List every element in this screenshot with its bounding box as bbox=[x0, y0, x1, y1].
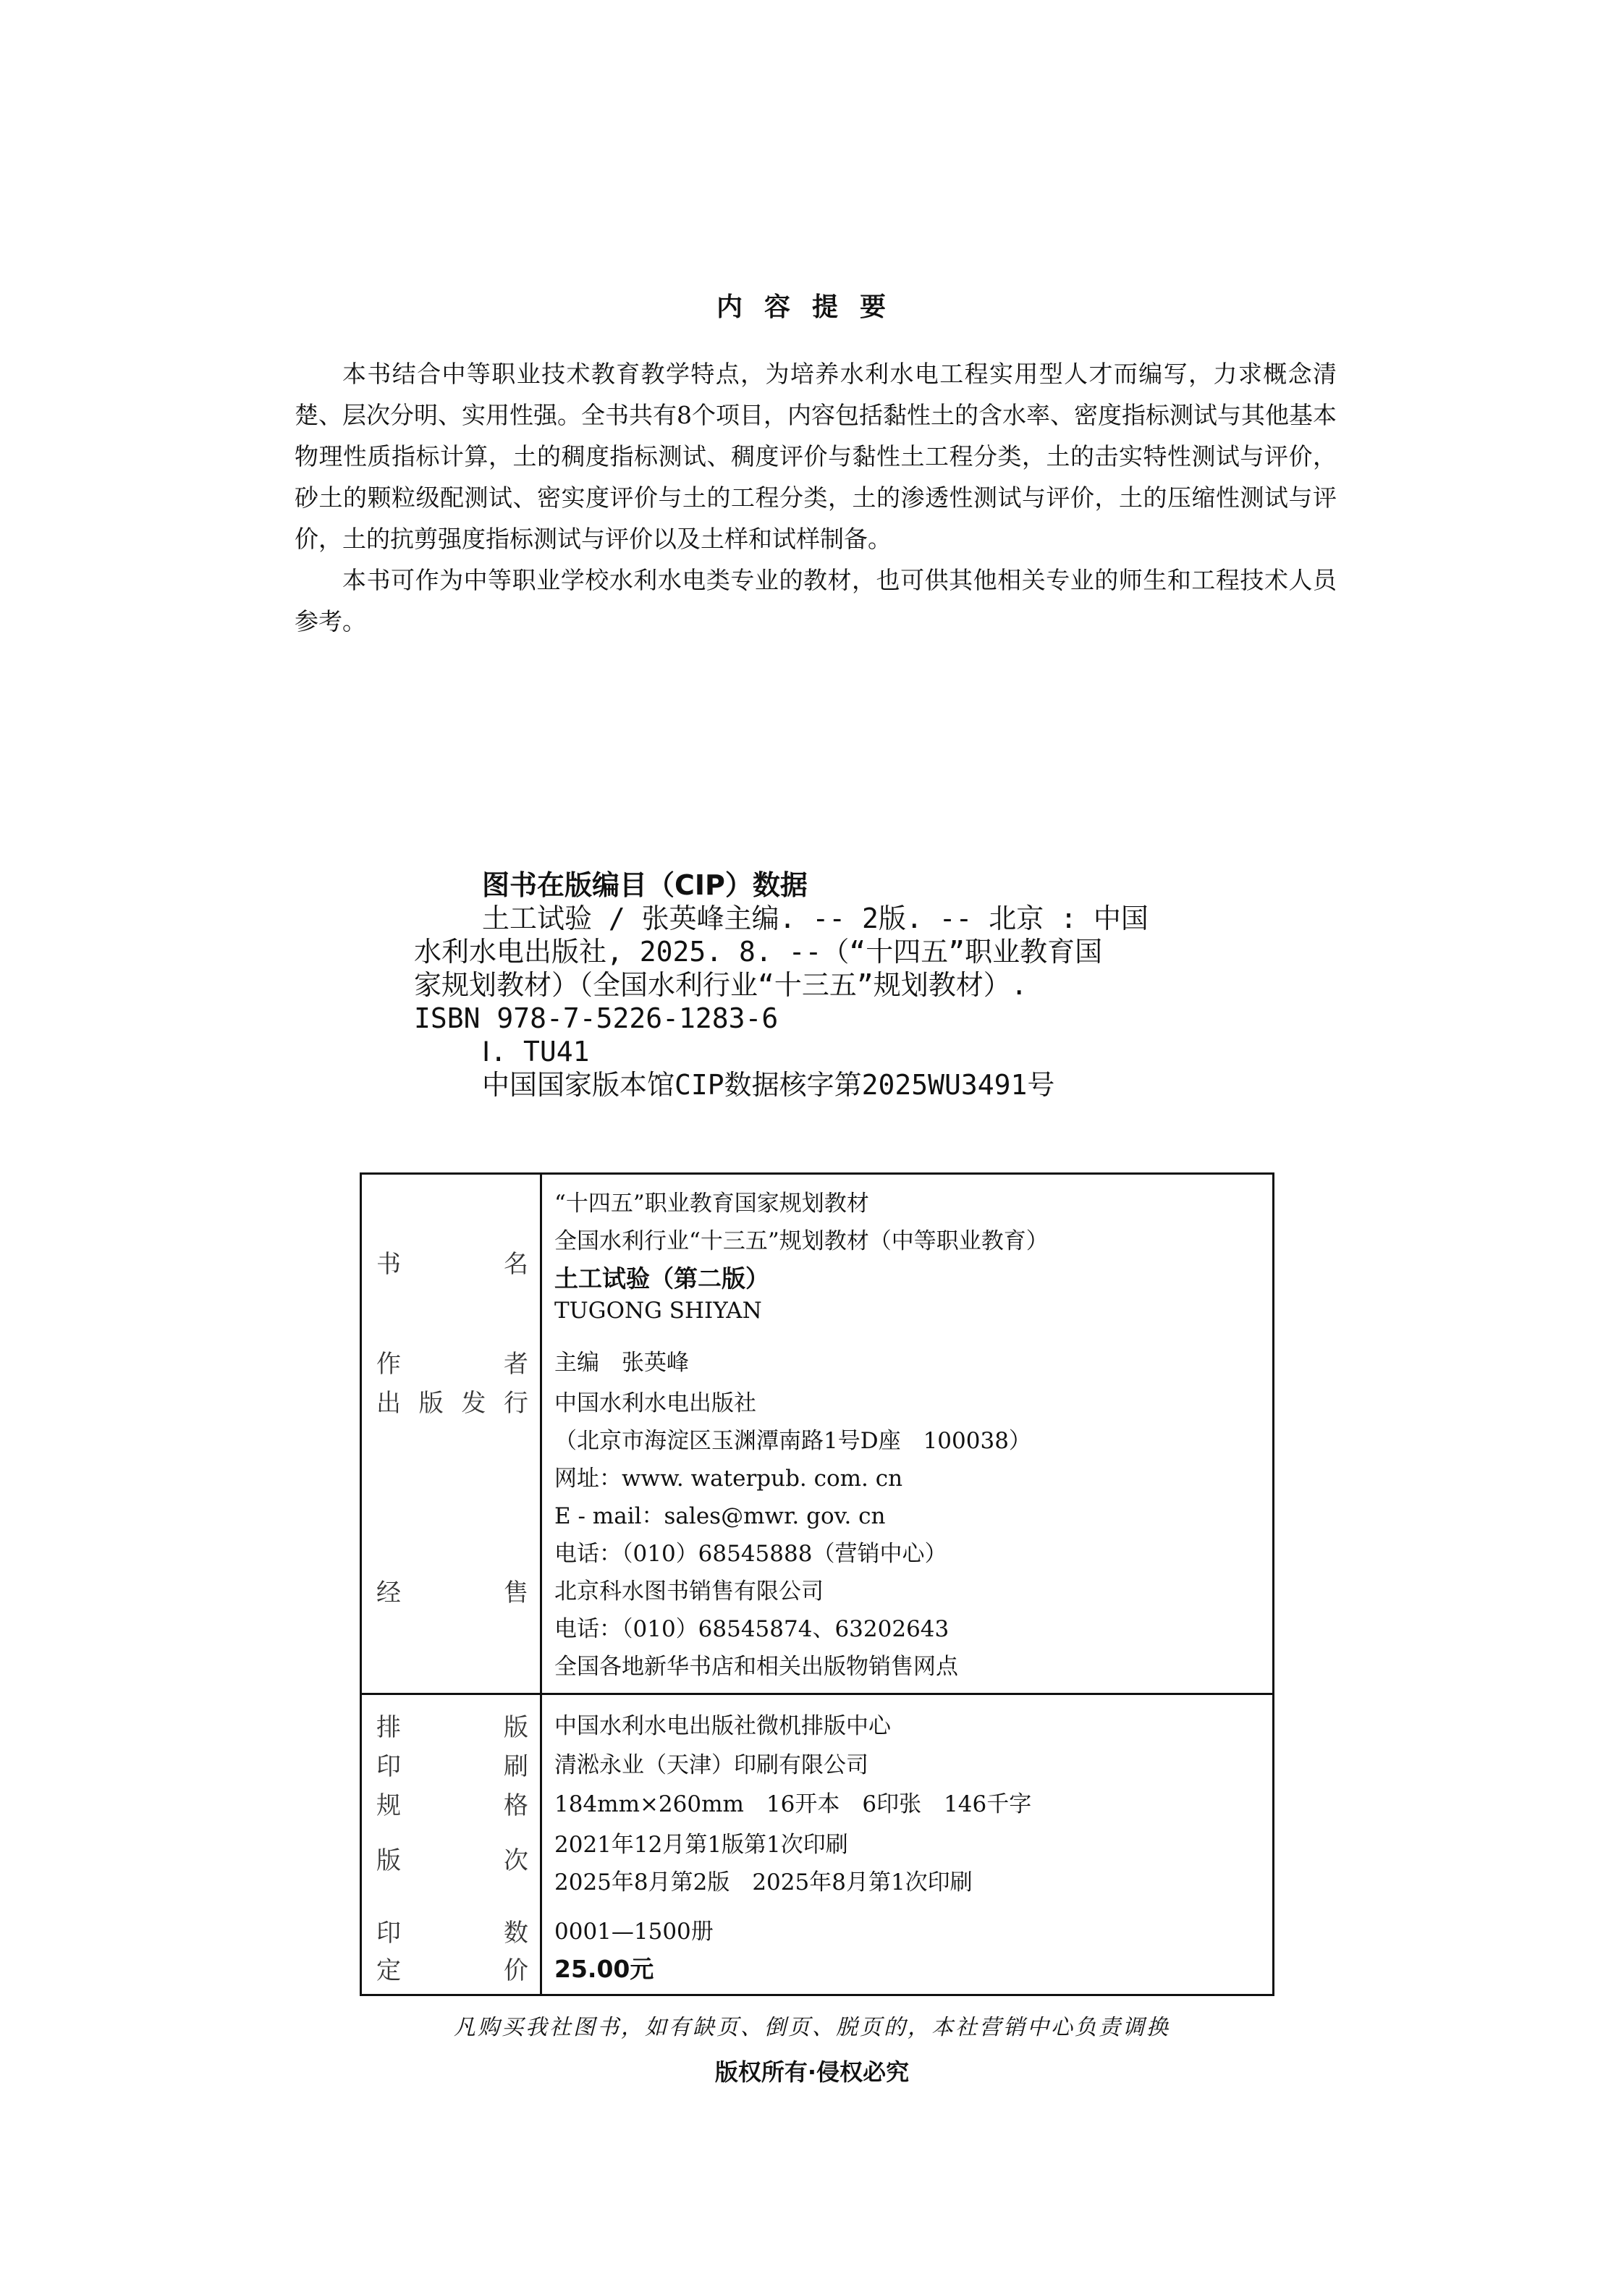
publisher-value: 中国水利水电出版社 bbox=[554, 1390, 756, 1416]
label-edition: 版 次 bbox=[376, 1846, 528, 1875]
replacement-notice: 凡购买我社图书，如有缺页、倒页、脱页的，本社营销中心负责调换 bbox=[454, 2015, 1170, 2040]
title-series: 全国水利行业“十三五”规划教材（中等职业教育） bbox=[554, 1228, 1049, 1254]
publisher-website: 网址：www. waterpub. com. cn bbox=[554, 1466, 903, 1492]
print-run-value: 0001—1500册 bbox=[554, 1919, 714, 1945]
copyright-notice: 版权所有·侵权必究 bbox=[714, 2058, 910, 2086]
label-publisher: 出 版 发 行 bbox=[376, 1389, 528, 1418]
cip-title: 图书在版编目（CIP）数据 bbox=[482, 869, 808, 901]
edition-value: 2025年8月第2版 2025年8月第1次印刷 bbox=[554, 1869, 973, 1895]
summary-title: 内容提要 bbox=[716, 292, 908, 322]
cip-line: 水利水电出版社, 2025. 8. --（“十四五”职业教育国 bbox=[414, 936, 1103, 968]
printing-value: 清淞永业（天津）印刷有限公司 bbox=[554, 1752, 868, 1778]
label-print-run: 印 数 bbox=[376, 1919, 528, 1948]
typesetting-value: 中国水利水电出版社微机排版中心 bbox=[554, 1713, 891, 1739]
row-divider bbox=[362, 1693, 1272, 1695]
book-title-pinyin: TUGONG SHIYAN bbox=[554, 1298, 762, 1324]
spec-value: 184mm×260mm 16开本 6印张 146千字 bbox=[554, 1791, 1032, 1817]
book-title: 土工试验（第二版） bbox=[554, 1264, 769, 1293]
cip-line: 中国国家版本馆CIP数据核字第2025WU3491号 bbox=[482, 1069, 1055, 1101]
label-spec: 规 格 bbox=[376, 1791, 528, 1820]
label-title: 书 名 bbox=[376, 1250, 528, 1279]
cip-line: Ⅰ. TU41 bbox=[482, 1036, 590, 1068]
cip-line: 家规划教材）（全国水利行业“十三五”规划教材）. bbox=[414, 969, 1028, 1001]
distributor-value: 北京科水图书销售有限公司 bbox=[554, 1578, 824, 1605]
publisher-address: （北京市海淀区玉渊潭南路1号D座 100038） bbox=[554, 1428, 1031, 1454]
publication-info-table bbox=[360, 1172, 1274, 1996]
cip-line: 土工试验 / 张英峰主编. -- 2版. -- 北京 : 中国 bbox=[482, 903, 1149, 934]
summary-body bbox=[295, 353, 1337, 642]
label-distributor: 经 售 bbox=[376, 1578, 528, 1607]
summary-paragraph: 本书结合中等职业技术教育教学特点，为培养水利水电工程实用型人才而编写，力求概念清楚、层次分明、实用性强。全书共有8个项目，内容包括黏性土的含水率、密度指标测试与其他基本物理性质指标计算，土的稠度指标测试、稠度评价与黏性土工程分类，土的击实特性测试与评价，砂土的颗粒级配测试、密实度评价与土的工程分类，土的渗透性测试与评价，土的压缩性测试与评价，土的抗剪强度指标测试与评价以及土样和试样制备。 bbox=[295, 360, 1337, 553]
summary-paragraph: 本书可作为中等职业学校水利水电类专业的教材，也可供其他相关专业的师生和工程技术人员参考。 bbox=[295, 566, 1337, 635]
distributor-phone: 电话：（010）68545874、63202643 bbox=[554, 1616, 950, 1642]
author-value: 主编 张英峰 bbox=[554, 1350, 689, 1376]
cip-block bbox=[414, 868, 1282, 1102]
title-series: “十四五”职业教育国家规划教材 bbox=[554, 1191, 869, 1217]
label-printing: 印 刷 bbox=[376, 1752, 528, 1781]
distributor-outlets: 全国各地新华书店和相关出版物销售网点 bbox=[554, 1654, 958, 1680]
label-price: 定 价 bbox=[376, 1956, 528, 1985]
price-value: 25.00元 bbox=[554, 1955, 654, 1983]
label-typesetting: 排 版 bbox=[376, 1713, 528, 1742]
edition-value: 2021年12月第1版第1次印刷 bbox=[554, 1832, 848, 1858]
publisher-email: E - mail：sales@mwr. gov. cn bbox=[554, 1503, 886, 1529]
label-author: 作 者 bbox=[376, 1350, 528, 1379]
cip-line: ISBN 978-7-5226-1283-6 bbox=[414, 1002, 779, 1034]
publisher-phone: 电话：（010）68545888（营销中心） bbox=[554, 1541, 947, 1567]
column-divider bbox=[540, 1175, 542, 1994]
